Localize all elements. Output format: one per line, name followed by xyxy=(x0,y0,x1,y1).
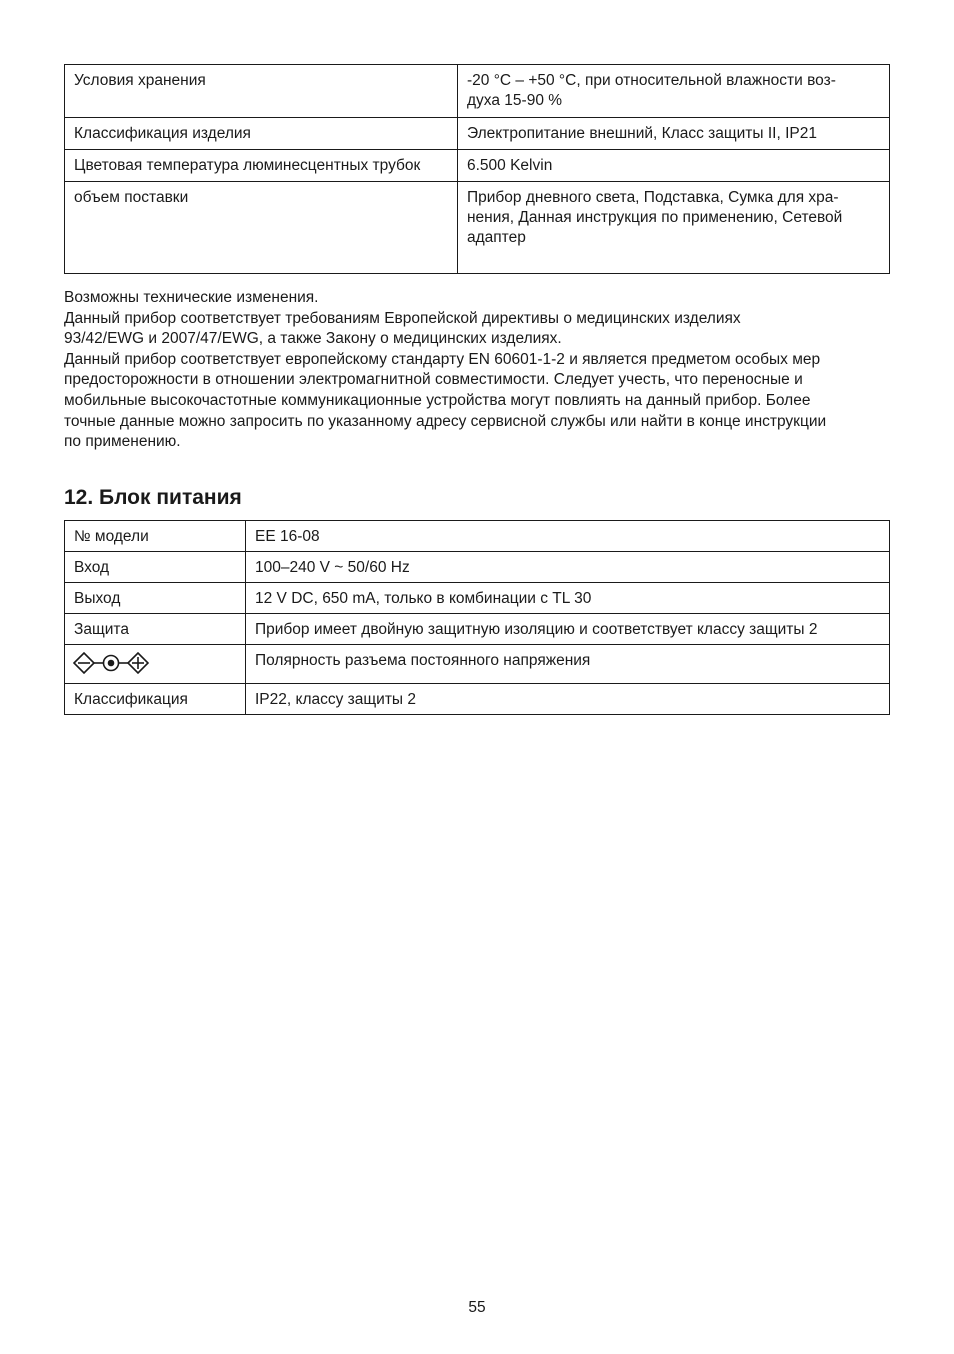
spec-label-cell xyxy=(65,118,458,150)
note-line: Данный прибор соответствует европейскому стандарту EN 60601-1-2 и является предметом особых мер xyxy=(64,350,821,368)
note-line: Данный прибор соответствует требованиям Европейской директивы о медицинских изделиях xyxy=(64,309,741,327)
psu-value-cell xyxy=(246,583,890,614)
psu-value: IP22, классу защиты 2 xyxy=(255,691,416,708)
spec-value: Прибор дневного света, Подставка, Сумка для хра- нения, Данная инструкция по применению, Сетевой адаптер xyxy=(467,189,843,246)
spec-label: Цветовая температура люминесцентных трубок xyxy=(74,157,421,174)
psu-value-cell xyxy=(246,552,890,583)
spec-value: Электропитание внешний, Класс защиты II, IP21 xyxy=(467,125,817,142)
note-line: по применению. xyxy=(64,433,181,451)
note-line: Возможны технические изменения. xyxy=(64,289,319,306)
spec-label: Классификация изделия xyxy=(74,125,251,142)
psu-row-model xyxy=(65,521,890,552)
psu-label: № модели xyxy=(74,528,149,545)
spec-label-cell xyxy=(65,182,458,274)
psu-row-classification xyxy=(65,684,890,715)
note-line: мобильные высокочастотные коммуникационные устройства могут повлиять на данный прибор. Более xyxy=(64,391,811,409)
psu-value-cell xyxy=(246,684,890,715)
section-heading: 12. Блок питания xyxy=(64,486,242,509)
psu-label-cell xyxy=(65,684,246,715)
dc-polarity-icon xyxy=(65,645,245,680)
spec-value-cell xyxy=(458,65,890,118)
psu-value: Прибор имеет двойную защитную изоляцию и соответствует классу защиты 2 xyxy=(255,621,818,638)
spec-label: Условия хранения xyxy=(74,72,206,89)
psu-value: EE 16-08 xyxy=(255,528,320,545)
specifications-table xyxy=(64,64,890,274)
note-line: 93/42/EWG и 2007/47/EWG, а также Закону о медицинских изделиях. xyxy=(64,330,562,348)
spec-row-color-temperature xyxy=(65,150,890,182)
spec-value: -20 °C – +50 °C, при относительной влажности воз- духа 15-90 % xyxy=(467,72,836,109)
psu-value-cell xyxy=(246,645,890,684)
psu-value-cell xyxy=(246,614,890,645)
note-line: предосторожности в отношении электромагнитной совместимости. Следует учесть, что переносные и xyxy=(64,371,803,389)
spec-row-delivery-scope xyxy=(65,182,890,274)
psu-row-protection xyxy=(65,614,890,645)
psu-value: 12 V DC, 650 mA, только в комбинации с TL 30 xyxy=(255,590,592,607)
psu-value: Полярность разъема постоянного напряжения xyxy=(255,652,591,669)
psu-label: Защита xyxy=(74,621,129,638)
spec-label-cell xyxy=(65,65,458,118)
spec-label: объем поставки xyxy=(74,189,189,206)
psu-label-cell xyxy=(65,521,246,552)
psu-label-cell xyxy=(65,645,246,684)
power-supply-table xyxy=(64,520,890,715)
spec-value-cell xyxy=(458,118,890,150)
psu-label-cell xyxy=(65,614,246,645)
spec-value: 6.500 Kelvin xyxy=(467,157,553,174)
spec-value-cell xyxy=(458,150,890,182)
compliance-notes xyxy=(64,288,894,453)
psu-row-output xyxy=(65,583,890,614)
psu-row-polarity xyxy=(65,645,890,684)
psu-label: Классификация xyxy=(74,691,188,708)
psu-label: Выход xyxy=(74,590,121,607)
psu-row-input xyxy=(65,552,890,583)
page-number: 55 xyxy=(468,1299,486,1316)
psu-label-cell xyxy=(65,552,246,583)
psu-value: 100–240 V ~ 50/60 Hz xyxy=(255,559,410,576)
psu-label-cell xyxy=(65,583,246,614)
spec-row-storage xyxy=(65,65,890,118)
note-line: точные данные можно запросить по указанному адресу сервисной службы или найти в конце инструкции xyxy=(64,412,827,430)
psu-value-cell xyxy=(246,521,890,552)
spec-value-cell xyxy=(458,182,890,274)
psu-label: Вход xyxy=(74,559,110,576)
spec-label-cell xyxy=(65,150,458,182)
spec-row-classification xyxy=(65,118,890,150)
